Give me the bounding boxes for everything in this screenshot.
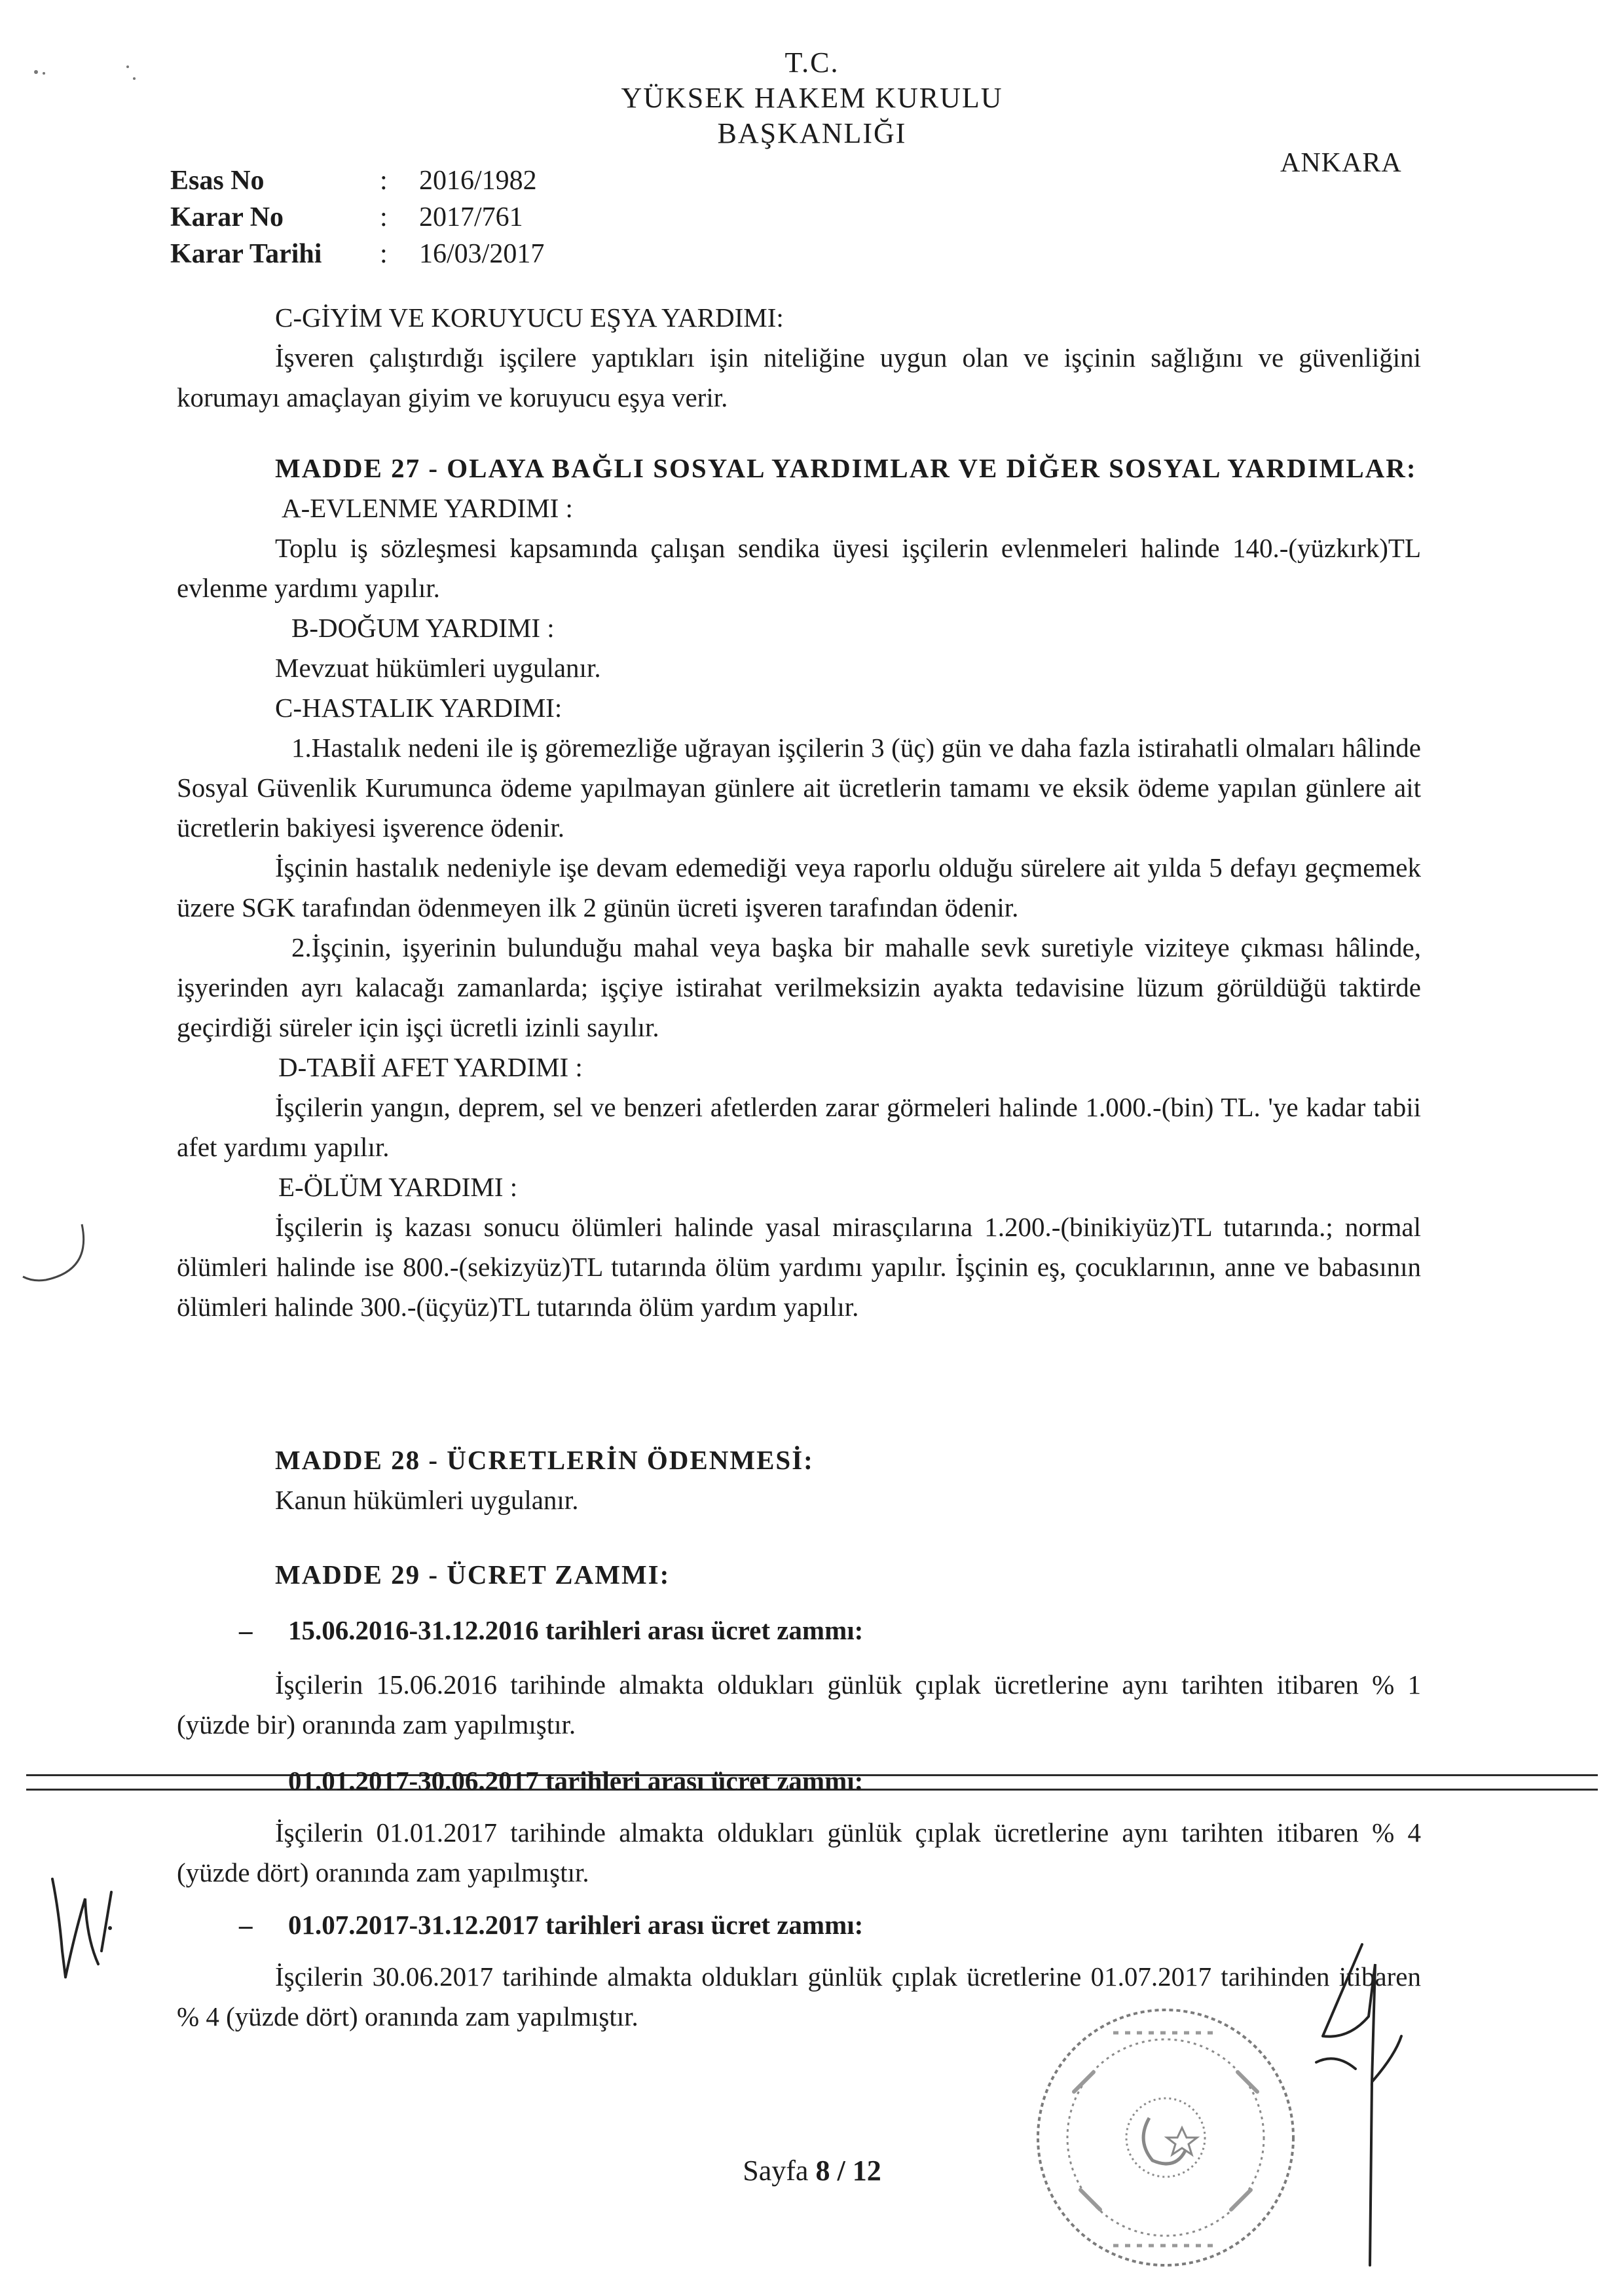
zam1-title-text: 15.06.2016-31.12.2016 tarihleri arası ücret zammı: xyxy=(288,1615,864,1645)
hastalik-p1: 1.Hastalık nedeni ile iş göremezliğe uğrayan işçilerin 3 (üç) gün ve daha fazla istirahatli olmaları hâlinde Sosyal Güvenlik Kurumunca ödeme yapılmayan günlere ait ücretlerin tamamı ve eksik ödeme yapılan günlere ait ücretlerin bakiyesi işverence ödenir. xyxy=(177,733,1421,843)
right-signature xyxy=(1310,1938,1408,2278)
hastalik-p3: 2.İşçinin, işyerinin bulunduğu mahal veya başka bir mahalle sevk suretiyle viziteye çıkması hâlinde, işyerinden ayrı kalacağı zamanlarda; işçiye istirahat verilmeksizin ayakta tedavisine lüzum görüldüğü taktirde geçirdiği süreler için işçi ücretli izinli sayılır. xyxy=(177,932,1421,1042)
esas-value: 2016/1982 xyxy=(419,166,537,196)
header-office: BAŞKANLIĞI xyxy=(717,117,907,149)
tarih-colon: : xyxy=(380,239,388,269)
zam3-title-text: 01.07.2017-31.12.2017 tarihleri arası ücret zammı: xyxy=(288,1910,864,1940)
zam1-section xyxy=(177,1611,1421,1745)
madde27-title: MADDE 27 - OLAYA BAĞLI SOSYAL YARDIMLAR VE DİĞER SOSYAL YARDIMLAR: xyxy=(275,453,1417,483)
header-city: ANKARA xyxy=(1280,148,1402,178)
header-institution: YÜKSEK HAKEM KURULU xyxy=(621,82,1003,114)
evlenme-text: Toplu iş sözleşmesi kapsamında çalışan sendika üyesi işçilerin evlenmeleri halinde 140.-(yüzkırk)TL evlenme yardımı yapılır. xyxy=(177,533,1421,603)
afet-title: D-TABİİ AFET YARDIMI : xyxy=(278,1052,583,1082)
zam2-section xyxy=(177,1761,1421,1893)
official-stamp xyxy=(1022,1994,1310,2282)
giyim-text: İşveren çalıştırdığı işçilere yaptıkları işin niteliğine uygun olan ve işçinin sağlığını ve güvenliğini korumayı amaçlayan giyim ve koruyucu eşya verir. xyxy=(177,342,1421,412)
karar-value: 2017/761 xyxy=(419,202,523,232)
madde29-title: MADDE 29 - ÜCRET ZAMMI: xyxy=(275,1559,671,1590)
giyim-section xyxy=(177,298,1421,418)
margin-curve-mark xyxy=(20,1218,92,1296)
zam1-dash: – xyxy=(239,1615,253,1645)
afet-text: İşçilerin yangın, deprem, sel ve benzeri afetlerden zarar görmeleri halinde 1.000.-(bin) TL. 'ye kadar tabii afet yardımı yapılır. xyxy=(177,1092,1421,1162)
madde28-title: MADDE 28 - ÜCRETLERİN ÖDENMESİ: xyxy=(275,1445,814,1475)
madde28-text: Kanun hükümleri uygulanır. xyxy=(275,1485,579,1515)
zam2-text: İşçilerin 01.01.2017 tarihinde almakta oldukları günlük çıplak ücretlerine aynı tarihten itibaren % 4 (yüzde dört) oranında zam yapılmıştır. xyxy=(177,1817,1421,1887)
evlenme-title: A-EVLENME YARDIMI : xyxy=(282,493,573,523)
tarih-row xyxy=(170,236,544,272)
giyim-title: C-GİYİM VE KORUYUCU EŞYA YARDIMI: xyxy=(275,302,784,333)
karar-label: Karar No xyxy=(170,202,284,232)
zam1-text: İşçilerin 15.06.2016 tarihinde almakta oldukları günlük çıplak ücretlerine aynı tarihten itibaren % 1 (yüzde bir) oranında zam yapılmıştır. xyxy=(177,1669,1421,1740)
page-number: 8 / 12 xyxy=(815,2155,881,2187)
esas-label: Esas No xyxy=(170,166,265,196)
case-metadata xyxy=(170,162,544,272)
zam3-title xyxy=(177,1905,1421,1945)
olum-title: E-ÖLÜM YARDIMI : xyxy=(278,1172,518,1202)
olum-text: İşçilerin iş kazası sonucu ölümleri halinde yasal mirasçılarına 1.200.-(binikiyüz)TL tutarında.; normal ölümleri halinde ise 800.-(sekizyüz)TL tutarında ölüm yardımı yapılır. İşçinin eş, çocuklarının, anne ve babasının ölümleri halinde 300.-(üçyüz)TL tutarında ölüm yardım yapılır. xyxy=(177,1212,1421,1322)
dogum-title: B-DOĞUM YARDIMI : xyxy=(291,613,555,643)
hastalik-p2: İşçinin hastalık nedeniyle işe devam edemediği veya raporlu olduğu sürelere ait yılda 5 defayı geçmemek üzere SGK tarafından ödenmeyen ilk 2 günün ücreti işveren tarafından ödenir. xyxy=(177,852,1421,922)
page-label: Sayfa xyxy=(743,2155,809,2187)
madde28-section xyxy=(177,1440,1421,1520)
karar-row xyxy=(170,199,544,236)
karar-colon: : xyxy=(380,202,388,232)
esas-row xyxy=(170,162,544,199)
tarih-value: 16/03/2017 xyxy=(419,239,545,269)
esas-colon: : xyxy=(380,166,388,196)
zam1-title xyxy=(177,1611,1421,1650)
dogum-text: Mevzuat hükümleri uygulanır. xyxy=(275,653,601,683)
zam3-text: İşçilerin 30.06.2017 tarihinde almakta oldukları günlük çıplak ücretlerine 01.07.2017 tarihinden itibaren % 4 (yüzde dört) oranında zam yapılmıştır. xyxy=(177,1961,1421,2032)
header-tc: T.C. xyxy=(784,46,840,79)
madde29-section xyxy=(177,1555,1421,1595)
scan-specks xyxy=(29,59,147,92)
tarih-label: Karar Tarihi xyxy=(170,239,322,269)
left-signature-mark xyxy=(39,1872,118,1984)
hastalik-title: C-HASTALIK YARDIMI: xyxy=(275,693,563,723)
zam2-title: 01.01.2017-30.06.2017 tarihleri arası ücret zammı: xyxy=(288,1766,864,1796)
madde27-section xyxy=(177,448,1421,1327)
zam3-dash: – xyxy=(239,1910,253,1940)
